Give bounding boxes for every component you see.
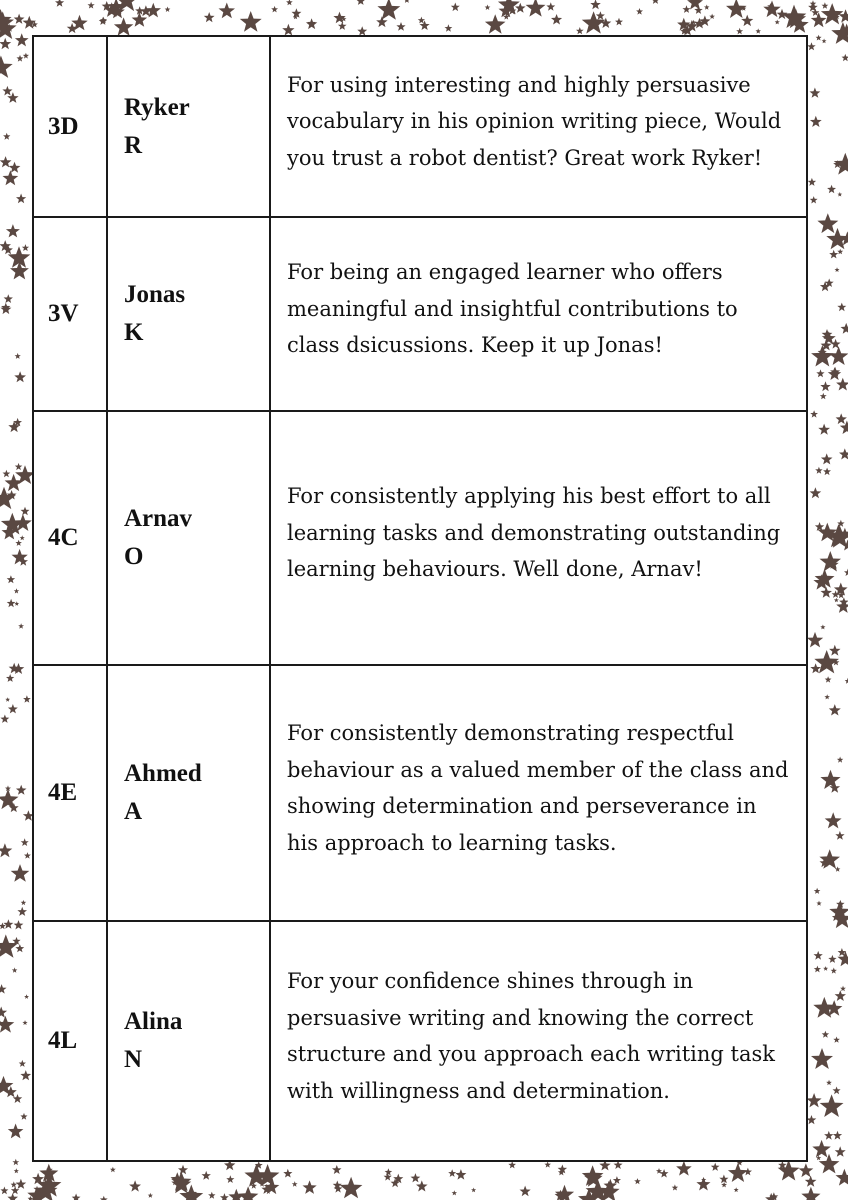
star-icon	[842, 54, 848, 61]
class-code: 3D	[33, 36, 107, 217]
star-icon	[8, 1124, 24, 1139]
star-icon	[841, 323, 848, 334]
star-icon	[508, 1161, 516, 1168]
star-icon	[271, 6, 278, 12]
star-icon	[827, 185, 836, 194]
star-icon	[696, 1177, 710, 1190]
star-icon	[810, 196, 818, 203]
star-icon	[814, 888, 821, 894]
star-icon	[834, 598, 839, 603]
star-icon	[8, 704, 18, 713]
star-icon	[719, 1175, 728, 1184]
star-icon	[377, 0, 400, 20]
student-initial: K	[124, 319, 144, 346]
star-icon	[404, 0, 410, 3]
star-icon	[736, 28, 743, 35]
star-icon	[825, 812, 842, 828]
student-first-name: Jonas	[124, 281, 186, 308]
star-icon	[820, 381, 830, 391]
star-icon	[3, 470, 11, 477]
star-icon	[515, 3, 526, 13]
star-icon	[808, 178, 816, 186]
star-icon	[822, 1031, 829, 1038]
star-icon	[10, 262, 29, 280]
star-icon	[23, 695, 31, 702]
star-icon	[356, 0, 365, 5]
class-code: 4E	[33, 665, 107, 921]
star-icon	[807, 1093, 822, 1107]
star-icon	[448, 1169, 456, 1177]
star-icon	[820, 625, 825, 630]
star-icon	[823, 966, 828, 971]
star-icon	[811, 1048, 833, 1069]
star-icon	[292, 1181, 298, 1187]
star-icon	[178, 1165, 188, 1175]
star-icon	[385, 1168, 393, 1175]
star-icon	[818, 424, 830, 435]
star-icon	[18, 623, 24, 629]
student-first-name: Alina	[124, 1008, 183, 1035]
star-icon	[16, 1179, 27, 1189]
star-icon	[828, 955, 836, 963]
star-icon	[0, 1016, 14, 1033]
star-icon	[810, 116, 822, 127]
star-icon	[226, 1175, 234, 1183]
star-icon	[837, 303, 846, 312]
star-icon	[0, 934, 18, 957]
star-icon	[2, 86, 12, 96]
star-icon	[306, 18, 317, 29]
star-icon	[5, 697, 10, 702]
star-icon	[613, 1176, 621, 1184]
star-icon	[837, 192, 842, 197]
star-icon	[21, 838, 29, 846]
star-icon	[146, 3, 162, 18]
star-icon	[148, 1193, 153, 1198]
star-icon	[596, 11, 605, 19]
star-icon	[3, 133, 10, 140]
star-icon	[820, 770, 840, 789]
star-icon	[546, 2, 555, 10]
star-icon	[100, 1196, 108, 1200]
student-initial: A	[124, 798, 143, 825]
star-icon	[88, 2, 95, 9]
star-icon	[590, 0, 601, 9]
award-row	[33, 217, 807, 411]
star-icon	[805, 1176, 817, 1187]
star-icon	[814, 951, 823, 960]
student-name	[107, 217, 270, 411]
star-icon	[814, 966, 821, 973]
star-icon	[20, 1070, 31, 1080]
star-icon	[204, 12, 215, 22]
star-icon	[820, 393, 827, 400]
star-icon	[19, 1060, 26, 1067]
star-icon	[817, 213, 838, 233]
star-icon	[340, 1177, 363, 1199]
star-icon	[709, 14, 715, 19]
star-icon	[14, 1168, 19, 1173]
star-icon	[0, 984, 7, 994]
star-icon	[14, 371, 26, 382]
student-first-name: Ryker	[124, 93, 190, 121]
student-name	[107, 665, 270, 921]
star-icon	[451, 3, 460, 12]
star-icon	[828, 367, 841, 380]
star-icon	[741, 15, 753, 27]
star-icon	[22, 1020, 27, 1025]
star-icon	[836, 1169, 848, 1186]
star-icon	[807, 632, 823, 648]
star-icon	[485, 5, 491, 11]
star-icon	[835, 990, 846, 1001]
student-name	[107, 36, 270, 217]
star-icon	[485, 14, 506, 34]
star-icon	[12, 1159, 19, 1165]
star-icon	[20, 1113, 27, 1120]
star-icon	[672, 1184, 678, 1190]
star-icon	[0, 1187, 8, 1195]
star-icon	[810, 487, 822, 498]
star-icon	[13, 1094, 22, 1103]
star-icon	[72, 1194, 81, 1200]
star-icon	[14, 601, 19, 606]
award-description: For your confidence shines through in persuasive writing and knowing the correct structure and you approach each writing task with willingness and determination.	[270, 921, 807, 1161]
star-icon	[0, 789, 19, 809]
star-icon	[544, 1161, 551, 1167]
star-icon	[15, 540, 22, 546]
star-icon	[810, 663, 821, 673]
star-icon	[844, 569, 848, 576]
star-icon	[824, 694, 830, 699]
star-icon	[416, 1180, 428, 1191]
star-icon	[829, 250, 838, 259]
star-icon	[1, 304, 12, 314]
star-icon	[829, 704, 841, 715]
star-icon	[333, 12, 345, 24]
star-icon	[22, 244, 29, 251]
star-icon	[778, 1160, 800, 1181]
star-icon	[11, 1181, 17, 1187]
award-row	[33, 921, 807, 1161]
star-icon	[823, 468, 831, 476]
star-icon	[810, 410, 818, 417]
student-first-name: Ahmed	[124, 760, 202, 787]
star-icon	[0, 156, 12, 167]
star-icon	[676, 1161, 692, 1176]
star-icon	[16, 194, 26, 204]
star-icon	[7, 575, 15, 583]
star-icon	[282, 24, 294, 36]
star-icon	[801, 1187, 820, 1200]
star-icon	[829, 346, 848, 365]
star-icon	[0, 38, 11, 49]
star-icon	[824, 1131, 833, 1140]
star-icon	[837, 757, 843, 763]
star-icon	[734, 1187, 739, 1192]
star-icon	[835, 831, 844, 840]
star-icon	[283, 1169, 292, 1178]
star-icon	[219, 3, 236, 19]
award-row	[33, 411, 807, 665]
star-icon	[813, 997, 835, 1018]
star-icon	[303, 1180, 317, 1194]
star-icon	[455, 1169, 466, 1180]
star-icon	[836, 413, 847, 424]
star-icon	[815, 467, 822, 474]
star-icon	[615, 18, 623, 26]
student-initial: O	[124, 543, 144, 570]
star-icon	[20, 535, 25, 540]
star-icon	[114, 17, 133, 35]
star-icon	[831, 968, 837, 974]
star-icon	[452, 1190, 457, 1195]
star-icon	[208, 1192, 215, 1199]
star-icon	[4, 294, 13, 303]
star-icon	[21, 900, 27, 905]
star-icon	[520, 1186, 531, 1197]
star-icon	[0, 715, 9, 723]
star-icon	[17, 55, 24, 62]
class-code: 4C	[33, 411, 107, 665]
star-icon	[24, 852, 31, 859]
star-icon	[15, 33, 29, 46]
star-icon	[11, 864, 30, 882]
star-icon	[836, 378, 848, 391]
star-icon	[6, 224, 20, 237]
star-icon	[0, 843, 12, 857]
star-icon	[682, 5, 690, 13]
star-icon	[807, 1115, 817, 1124]
star-icon	[3, 170, 19, 185]
star-icon	[687, 0, 703, 10]
star-icon	[55, 0, 64, 7]
star-icon	[820, 1094, 844, 1117]
star-icon	[833, 1037, 840, 1043]
star-icon	[15, 353, 21, 359]
star-icon	[396, 22, 405, 31]
student-name	[107, 921, 270, 1161]
award-description: For consistently applying his best effort to all learning tasks and demonstrating outstanding learning behaviours. Well done, Arnav!	[270, 411, 807, 665]
star-icon	[16, 785, 27, 795]
star-icon	[831, 339, 841, 349]
star-icon	[129, 1180, 141, 1191]
star-icon	[799, 1163, 814, 1177]
star-icon	[728, 1163, 748, 1182]
star-icon	[756, 28, 761, 33]
star-icon	[202, 1171, 211, 1180]
student-initial: R	[124, 131, 143, 159]
awards-table	[32, 35, 808, 1162]
star-icon	[286, 0, 293, 5]
star-icon	[220, 1193, 229, 1200]
student-first-name: Arnav	[124, 505, 193, 532]
class-code: 3V	[33, 217, 107, 411]
star-icon	[23, 53, 29, 59]
star-icon	[445, 24, 453, 31]
star-icon	[14, 588, 19, 593]
star-icon	[600, 18, 611, 28]
star-icon	[15, 463, 22, 470]
star-icon	[636, 8, 643, 15]
star-icon	[822, 2, 829, 9]
star-icon	[835, 267, 840, 272]
star-icon	[837, 249, 843, 255]
star-icon	[775, 20, 780, 25]
star-icon	[3, 919, 13, 928]
star-icon	[812, 1140, 831, 1158]
star-icon	[825, 676, 832, 682]
star-icon	[835, 1146, 846, 1157]
award-description: For using interesting and highly persuasive vocabulary in his opinion writing piece, Would you trust a robot dentist? Great work Ryker!	[270, 36, 807, 217]
star-icon	[17, 907, 27, 916]
star-icon	[526, 0, 546, 17]
star-icon	[833, 1087, 841, 1095]
student-name	[107, 411, 270, 665]
star-icon	[338, 22, 347, 30]
star-icon	[810, 88, 821, 98]
star-icon	[839, 448, 848, 459]
star-icon	[807, 42, 816, 50]
star-icon	[0, 56, 13, 78]
star-icon	[7, 599, 16, 607]
star-icon	[21, 507, 30, 516]
star-icon	[829, 645, 840, 656]
star-icon	[23, 16, 37, 29]
star-icon	[110, 1167, 116, 1173]
star-icon	[822, 39, 827, 44]
star-icon	[634, 1178, 641, 1184]
star-icon	[240, 11, 262, 32]
star-icon	[819, 1154, 840, 1174]
star-icon	[14, 14, 25, 24]
star-icon	[816, 901, 821, 906]
star-icon	[376, 16, 387, 27]
star-icon	[0, 1007, 7, 1018]
award-description: For consistently demonstrating respectful behaviour as a valued member of the class and showing determination and perseverance in his approach to learning tasks.	[270, 665, 807, 921]
star-icon	[704, 5, 710, 10]
award-description: For being an engaged learner who offers meaningful and insightful contributions to class dsicussions. Keep it up Jonas!	[270, 217, 807, 411]
star-icon	[840, 986, 846, 992]
star-icon	[551, 14, 562, 25]
star-icon	[821, 453, 833, 464]
star-icon	[165, 7, 171, 13]
star-icon	[835, 866, 841, 871]
star-icon	[6, 674, 14, 682]
star-icon	[826, 1080, 832, 1085]
star-icon	[651, 0, 659, 4]
star-icon	[411, 1173, 421, 1182]
star-icon	[821, 587, 833, 598]
star-icon	[12, 967, 18, 972]
star-icon	[14, 920, 24, 929]
class-code: 4L	[33, 921, 107, 1161]
star-icon	[811, 12, 827, 27]
star-icon	[816, 369, 824, 377]
star-icon	[332, 1165, 342, 1174]
star-icon	[826, 228, 848, 249]
star-icon	[24, 994, 29, 999]
award-row	[33, 665, 807, 921]
award-row	[33, 36, 807, 217]
star-icon	[820, 551, 842, 572]
star-icon	[15, 944, 24, 952]
star-icon	[833, 1131, 842, 1140]
star-icon	[816, 35, 822, 41]
star-icon	[811, 345, 834, 367]
star-icon	[471, 1188, 476, 1193]
star-icon	[711, 1163, 720, 1171]
star-icon	[576, 27, 584, 34]
student-initial: N	[124, 1046, 143, 1073]
